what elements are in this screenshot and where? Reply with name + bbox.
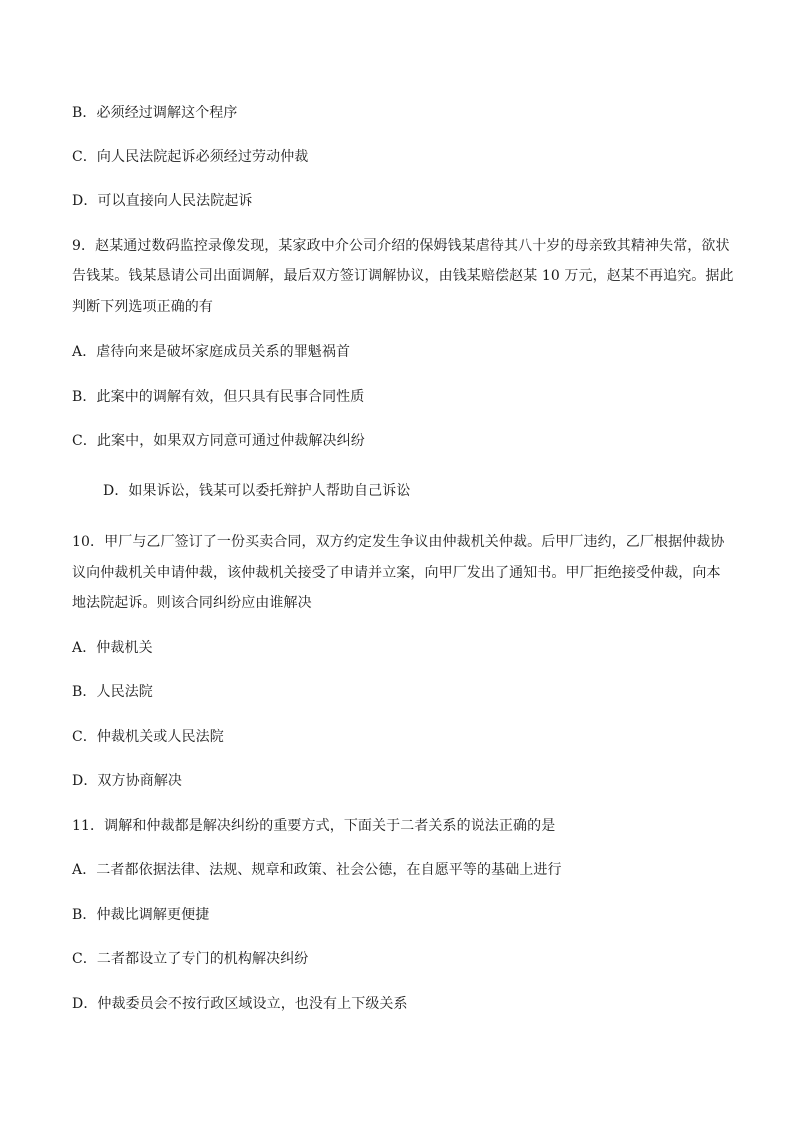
question-10-line-1: 10．甲厂与乙厂签订了一份买卖合同，双方约定发生争议由仲裁机关仲裁。后甲厂违约，乙厂根据仲裁协 bbox=[72, 534, 725, 550]
question-9-line-1: 9．赵某通过数码监控录像发现，某家政中介公司介绍的保姆钱某虐待其八十岁的母亲致其精神失常，欲状 bbox=[72, 238, 730, 254]
option-c-q9: C．此案中，如果双方同意可通过仲裁解决纠纷 bbox=[72, 433, 365, 449]
question-11-line-1: 11．调解和仲裁都是解决纠纷的重要方式，下面关于二者关系的说法正确的是 bbox=[72, 818, 556, 834]
option-b-q9: B．此案中的调解有效，但只具有民事合同性质 bbox=[72, 389, 365, 405]
option-b-q8: B．必须经过调解这个程序 bbox=[72, 105, 238, 121]
option-d-q11: D．仲裁委员会不按行政区域设立，也没有上下级关系 bbox=[72, 996, 408, 1012]
option-d-q9: D．如果诉讼，钱某可以委托辩护人帮助自己诉讼 bbox=[103, 483, 411, 499]
option-b-q11: B．仲裁比调解更便捷 bbox=[72, 907, 210, 923]
question-10-line-2: 议向仲裁机关申请仲裁，该仲裁机关接受了申请并立案，向甲厂发出了通知书。甲厂拒绝接受仲裁，向本 bbox=[72, 565, 721, 581]
option-d-q8: D．可以直接向人民法院起诉 bbox=[72, 193, 253, 209]
option-a-q9: A．虐待向来是破坏家庭成员关系的罪魁祸首 bbox=[72, 344, 351, 360]
question-9-line-2: 告钱某。钱某恳请公司出面调解，最后双方签订调解协议，由钱某赔偿赵某 10 万元，赵某不再追究。据此 bbox=[72, 268, 734, 284]
option-c-q8: C．向人民法院起诉必须经过劳动仲裁 bbox=[72, 149, 309, 165]
option-a-q11: A．二者都依据法律、法规、规章和政策、社会公德，在自愿平等的基础上进行 bbox=[72, 862, 562, 878]
question-10-line-3: 地法院起诉。则该合同纠纷应由谁解决 bbox=[72, 595, 312, 611]
option-d-q10: D．双方协商解决 bbox=[72, 773, 183, 789]
question-9-line-3: 判断下列选项正确的有 bbox=[72, 299, 213, 315]
option-b-q10: B．人民法院 bbox=[72, 684, 153, 700]
option-a-q10: A．仲裁机关 bbox=[72, 640, 153, 656]
option-c-q11: C．二者都设立了专门的机构解决纠纷 bbox=[72, 951, 309, 967]
option-c-q10: C．仲裁机关或人民法院 bbox=[72, 729, 224, 745]
